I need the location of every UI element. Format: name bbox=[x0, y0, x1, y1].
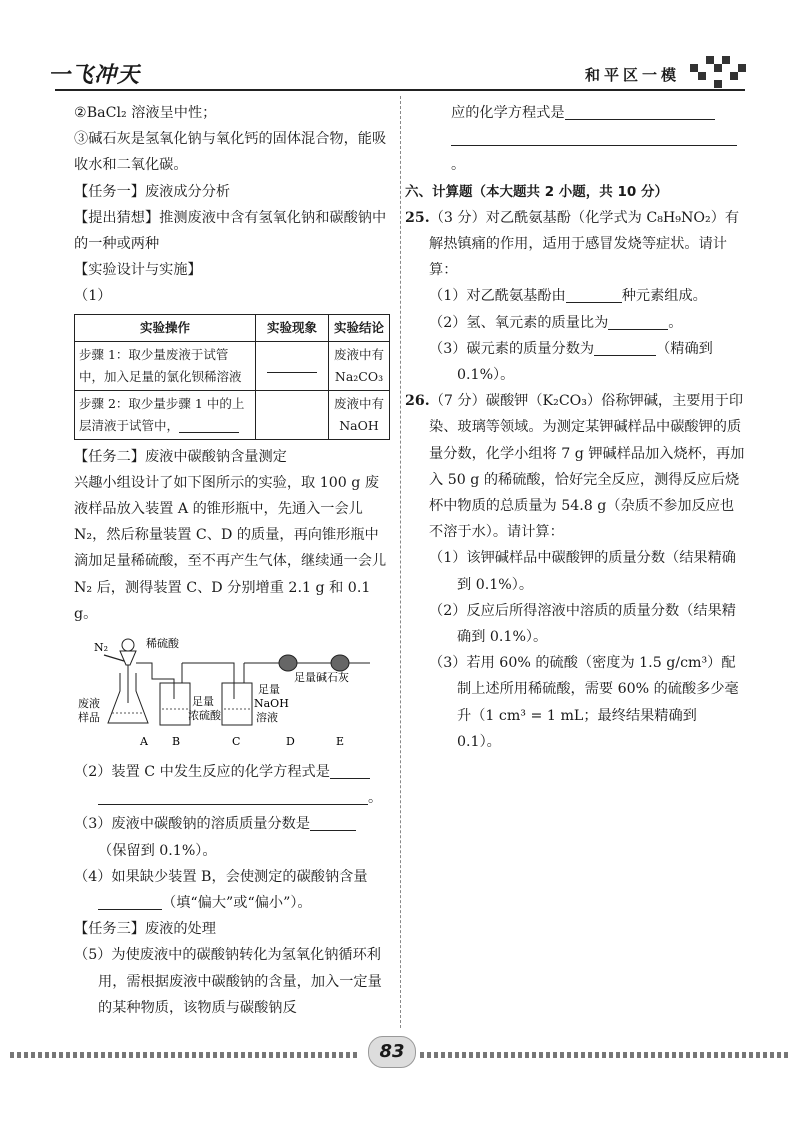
label-C: C bbox=[232, 735, 241, 749]
q5-continuation: 应的化学方程式是 bbox=[451, 105, 565, 121]
q26-3: （3）若用 60% 的硫酸（密度为 1.5 g/cm³）配制上述所用稀硫酸，需要 60% 的硫酸多少毫升（1 cm³ = 1 mL；最终结果精确到 0.1）。 bbox=[429, 655, 739, 750]
info-3: ③碱石灰是氢氧化钠与氧化钙的固体混合物，能吸收水和二氧化碳。 bbox=[74, 131, 387, 174]
footer-ornament-left bbox=[10, 1052, 360, 1058]
apparatus-diagram bbox=[74, 633, 390, 753]
table-header-phenomenon: 实验现象 bbox=[256, 314, 329, 341]
label-n2: N₂ bbox=[94, 641, 109, 655]
task2-heading: 【任务二】废液中碳酸钠含量测定 bbox=[74, 448, 287, 465]
q25-2-tail: 。 bbox=[668, 314, 683, 331]
q25-1: （1）对乙酰氨基酚由 bbox=[429, 288, 566, 305]
q25-text: （3 分）对乙酰氨基酚（化学式为 C₈H₉NO₂）有解热镇痛的作用，适用于感冒发烧等症状。请计算： bbox=[429, 209, 740, 279]
q26-number: 26. bbox=[405, 393, 430, 410]
table-header-conclusion: 实验结论 bbox=[329, 314, 390, 341]
table-header-op: 实验操作 bbox=[75, 314, 256, 341]
answer-blank[interactable] bbox=[565, 103, 715, 120]
q26-text: （7 分）碳酸钾（K₂CO₃）俗称钾碱，主要用于印染、玻璃等领域。为测定某钾碱样品中碳酸钾的质量分数，化学小组将 7 g 钾碱样品加入烧杯，再加入 50 g 的稀硫酸，恰好完全反应，测得反应后烧杯中物质的总质量为 54.8 g（杂质不参加反应也不溶于水）。请计算： bbox=[429, 393, 745, 541]
label-c3: 溶液 bbox=[256, 711, 278, 725]
answer-blank[interactable] bbox=[267, 356, 317, 373]
answer-blank[interactable] bbox=[566, 286, 622, 303]
footer-ornament-right bbox=[420, 1052, 790, 1058]
task1-heading: 【任务一】废液成分分析 bbox=[74, 183, 231, 200]
answer-blank[interactable] bbox=[310, 814, 356, 831]
q25-1-tail: 种元素组成。 bbox=[621, 288, 707, 305]
answer-blank[interactable] bbox=[330, 762, 370, 779]
answer-blank[interactable] bbox=[98, 893, 162, 910]
header-rule bbox=[55, 89, 745, 91]
answer-blank[interactable] bbox=[179, 416, 239, 433]
column-divider bbox=[400, 96, 401, 1028]
label-c2: NaOH bbox=[254, 697, 289, 711]
answer-blank[interactable] bbox=[451, 129, 737, 146]
experiment-table bbox=[74, 314, 390, 440]
q25-number: 25. bbox=[405, 209, 430, 226]
label-sample: 样品 bbox=[78, 711, 100, 725]
label-b2: 浓硫酸 bbox=[188, 709, 221, 723]
step2-conclusion: 废液中有 NaOH bbox=[329, 390, 390, 439]
question-2: （2）装置 C 中发生反应的化学方程式是 bbox=[74, 764, 330, 781]
q25-2: （2）氢、氧元素的质量比为 bbox=[429, 314, 609, 331]
label-D: D bbox=[286, 735, 295, 749]
hypothesis: 【提出猜想】推测废液中含有氢氧化钠和碳酸钠中的一种或两种 bbox=[74, 209, 387, 253]
question-3: （3）废液中碳酸钠的溶质质量分数是 bbox=[74, 816, 311, 833]
q25-3-tail: （精确到 0.1%）。 bbox=[457, 340, 713, 384]
label-E: E bbox=[336, 735, 345, 749]
step1-conclusion: 废液中有 Na₂CO₃ bbox=[329, 341, 390, 390]
label-A: A bbox=[140, 735, 148, 749]
task2-text: 兴趣小组设计了如下图所示的实验，取 100 g 废液样品放入装置 A 的锥形瓶中，先通入一会儿 N₂，然后称量装置 C、D 的质量，再向锥形瓶中滴加足量稀硫酸，至不再产生气体，继续通一会儿 N₂ 后，测得装置 C、D 分别增重 2.1 g 和 0.1 g。 bbox=[74, 474, 387, 622]
header-checker-decoration bbox=[690, 54, 746, 88]
design-heading: 【实验设计与实施】 bbox=[74, 262, 202, 279]
label-B: B bbox=[172, 735, 181, 749]
right-column: 应的化学方程式是 。 六、计算题（本大题共 2 小题，共 10 分） 25.（3 分）对乙酰氨基酚（化学式为 C₈H₉NO₂）有解热镇痛的作用，适用于感冒发烧等症状。请计算： （1）对乙酰氨基酚由 种元素组成。 （2）氢、氧元素的质量比为 。 （3）碳元素的质量分数为 （精确到 0.1%）。 26.（7 分）碳酸钾（K₂CO₃）俗称钾碱，主要用于印染、玻璃等领域。为测定某钾碱样品中碳酸钾的质量分数，化学小组将 7 g 钾碱样品加入烧杯，再加入 50 g 的稀硫酸，恰好完全反应，测得反应后烧杯中物质的总质量为 54.8 g（杂质不参加反应也不溶于水）。请计算： （1）该钾碱样品中碳酸钾的质量分数（结果精确到 0.1%）。 （2）反应后所得溶液中溶质的质量分数（结果精确到 0.1%）。 （3）若用 60% 的硫酸（密度为 1.5 g/cm³）配制上述所用稀硫酸，需要 60% 的硫酸多少毫升（1 cm³ = 1 mL；最终结果精确到 0.1）。 bbox=[405, 100, 745, 755]
label-acid: 稀硫酸 bbox=[146, 637, 179, 651]
label-c1: 足量 bbox=[258, 683, 280, 697]
section-6-heading: 六、计算题（本大题共 2 小题，共 10 分） bbox=[405, 183, 668, 200]
step2-op: 步骤 2：取少量步骤 1 中的上层清液于试管中， bbox=[79, 395, 245, 433]
task3-heading: 【任务三】废液的处理 bbox=[74, 921, 216, 938]
answer-blank[interactable] bbox=[608, 313, 668, 330]
info-2: ②BaCl₂ 溶液呈中性； bbox=[74, 105, 217, 121]
answer-blank[interactable] bbox=[594, 339, 656, 356]
table-row bbox=[75, 390, 390, 439]
left-column: ②BaCl₂ 溶液呈中性； ③碱石灰是氢氧化钠与氧化钙的固体混合物，能吸收水和二氧化碳。 【任务一】废液成分分析 【提出猜想】推测废液中含有氢氧化钠和碳酸钠中的一种或两种 【实验设计与实施】 （1） 实验操作 实验现象 实验结论 步骤 1：取少量废液于试管中，加入足量的氯化钡稀溶液 废液中有 Na₂CO₃ 步骤 2：取少量步骤 1 中的上层清液于试管中， 废液中有 NaOH 【任务二】废液中碳酸钠含量测定 兴趣小组设计了如下图所示的实验，取 100 g 废液样品放入装置 A 的锥形瓶中，先通入一会儿 N₂，然后称量装置 C、D 的质量，再向锥形瓶中滴加足量稀硫酸，至不再产生气体，继续通一会儿 N₂ 后，测得装置 C、D 分别增重 2.1 g 和 0.1 g。 N₂ 稀硫酸 废液 样品 足量 浓硫酸 足量 NaOH 溶液 足量碱石灰 A B C D E （2）装置 C 中发生反应的化学方程式是 。 （3）废液中碳酸钠的溶质质量分数是 （保留到 0.1%）。 （4）如果缺少装置 B，会使测定的碳酸钠含量 （填“偏大”或“偏小”）。 【任务三】废液的处理 （5）为使废液中的碳酸钠转化为氢氧化钠循环利用，需根据废液中碳酸钠的含量，加入一定量的某种物质，该物质与碳酸钠反 bbox=[74, 100, 388, 1021]
answer-blank[interactable] bbox=[98, 788, 368, 805]
question-4: （4）如果缺少装置 B，会使测定的碳酸钠含量 bbox=[74, 868, 368, 885]
table-row bbox=[75, 341, 390, 390]
label-d: 足量碱石灰 bbox=[294, 671, 349, 685]
exam-title: 和平区一模 bbox=[585, 66, 681, 84]
q26-1: （1）该钾碱样品中碳酸钾的质量分数（结果精确到 0.1%）。 bbox=[429, 550, 736, 593]
q1-label: （1） bbox=[74, 288, 112, 305]
q25-3: （3）碳元素的质量分数为 bbox=[429, 340, 595, 357]
question-4-note: （填“偏大”或“偏小”）。 bbox=[162, 895, 312, 912]
q26-2: （2）反应后所得溶液中溶质的质量分数（结果精确到 0.1%）。 bbox=[429, 602, 736, 646]
question-5: （5）为使废液中的碳酸钠转化为氢氧化钠循环利用，需根据废液中碳酸钠的含量，加入一定量的某种物质，该物质与碳酸钠反 bbox=[74, 947, 382, 1016]
question-3-note: （保留到 0.1%）。 bbox=[98, 842, 217, 859]
label-b1: 足量 bbox=[192, 695, 214, 709]
brand-logo: 一飞冲天 bbox=[48, 63, 141, 88]
page-number: 83 bbox=[368, 1036, 416, 1068]
label-waste: 废液 bbox=[78, 697, 100, 711]
step1-op: 步骤 1：取少量废液于试管中，加入足量的氯化钡稀溶液 bbox=[75, 341, 256, 390]
